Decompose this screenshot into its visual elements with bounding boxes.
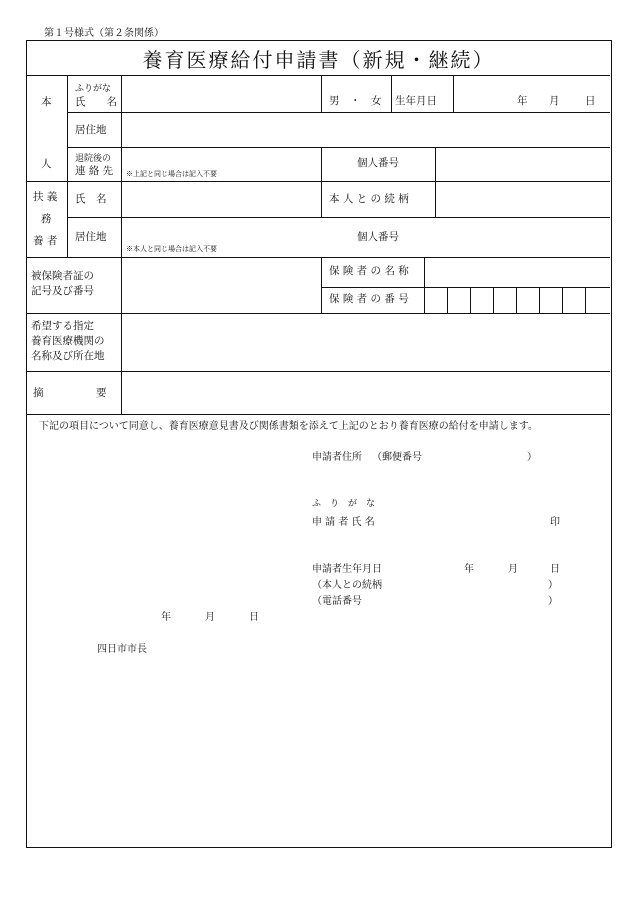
furigana-label: ふりがな [75, 84, 112, 94]
rule [321, 287, 610, 288]
guardian-section-label: 養 者 [33, 235, 58, 247]
guardian-id-number-label: 個人番号 [357, 231, 399, 243]
rule [321, 147, 322, 217]
postal-code-label: （郵便番号 [372, 452, 422, 463]
birthdate-label: 生年月日 [395, 95, 437, 107]
phone-close: ） [548, 596, 558, 607]
contact-label-small: 退院後の [75, 154, 112, 164]
remarks-label: 摘 要 [33, 387, 107, 399]
digit-box-divider [562, 287, 563, 313]
birth-year-label: 年 [517, 95, 528, 107]
rule [67, 147, 610, 148]
phone-label: （電話番号 [312, 596, 362, 607]
rule [67, 112, 610, 113]
submission-year: 年 [161, 612, 171, 623]
applicant-section-label: 人 [41, 158, 52, 170]
guardian-name-label: 氏 名 [75, 193, 107, 205]
rule [424, 257, 425, 313]
declaration-text: 下記の項目について同意し、養育医療意見書及び関係書類を添えて上記のとおり養育医療の給付を申請します。 [39, 421, 538, 432]
rule [27, 414, 610, 415]
recipient-mayor: 四日市市長 [97, 644, 147, 655]
digit-box-divider [585, 287, 586, 313]
rule [27, 181, 610, 182]
contact-note: ※上記と同じ場合は記入不要 [126, 170, 217, 178]
guardian-section-label: 扶 義 [33, 191, 58, 203]
rule [321, 76, 322, 112]
birth-month-label: 月 [549, 95, 560, 107]
guardian-address-label: 居住地 [75, 231, 107, 243]
rule [321, 257, 322, 313]
rule [435, 147, 436, 217]
digit-box-divider [470, 287, 471, 313]
applicant-birth-year: 年 [464, 564, 474, 575]
digit-box-divider [447, 287, 448, 313]
insurance-card-label: 被保険者証の 記号及び番号 [31, 270, 94, 297]
institution-label: 希望する指定 養育医療機関の 名称及び所在地 [31, 320, 105, 362]
form-title: 養育医療給付申請書（新規・継続） [27, 41, 610, 76]
applicant-furigana-label: ふ り が な [312, 499, 376, 509]
address-label: 居住地 [75, 124, 107, 136]
insurer-number-label: 保 険 者 の 番 号 [329, 293, 409, 305]
digit-box-divider [516, 287, 517, 313]
rule [67, 217, 610, 218]
applicant-birth-month: 月 [508, 564, 518, 575]
rule [453, 76, 454, 112]
seal-mark: 印 [550, 517, 560, 528]
rule [27, 313, 610, 314]
rule [121, 76, 122, 414]
relationship-paren-label: （本人との続柄 [312, 580, 382, 591]
application-form [26, 40, 612, 848]
applicant-name-label: 申 請 者 氏 名 [312, 517, 375, 528]
relationship-paren-close: ） [548, 580, 558, 591]
rule [391, 76, 392, 112]
submission-day: 日 [249, 612, 259, 623]
digit-box-divider [493, 287, 494, 313]
form-number: 第１号様式（第２条関係） [44, 28, 164, 39]
guardian-section-label: 務 [41, 213, 52, 225]
rule [27, 257, 610, 258]
applicant-address-label: 申請者住所 [312, 452, 362, 463]
applicant-birth-day: 日 [550, 564, 560, 575]
applicant-birthdate-label: 申請者生年月日 [312, 564, 382, 575]
digit-box-divider [539, 287, 540, 313]
gender-select[interactable]: 男 ・ 女 [329, 95, 382, 107]
birth-day-label: 日 [585, 95, 596, 107]
applicant-section-label: 本 [41, 96, 52, 108]
insurer-name-label: 保 険 者 の 名 称 [329, 265, 409, 277]
contact-label: 連 絡 先 [75, 165, 114, 177]
id-number-label: 個人番号 [357, 157, 399, 169]
submission-month: 月 [205, 612, 215, 623]
postal-code-close: ） [527, 452, 537, 463]
rule [27, 371, 610, 372]
guardian-address-note: ※本人と同じ場合は記入不要 [126, 245, 217, 253]
rule [67, 76, 68, 257]
relationship-label: 本 人 と の 続 柄 [329, 193, 409, 205]
name-label: 氏 名 [75, 96, 117, 108]
